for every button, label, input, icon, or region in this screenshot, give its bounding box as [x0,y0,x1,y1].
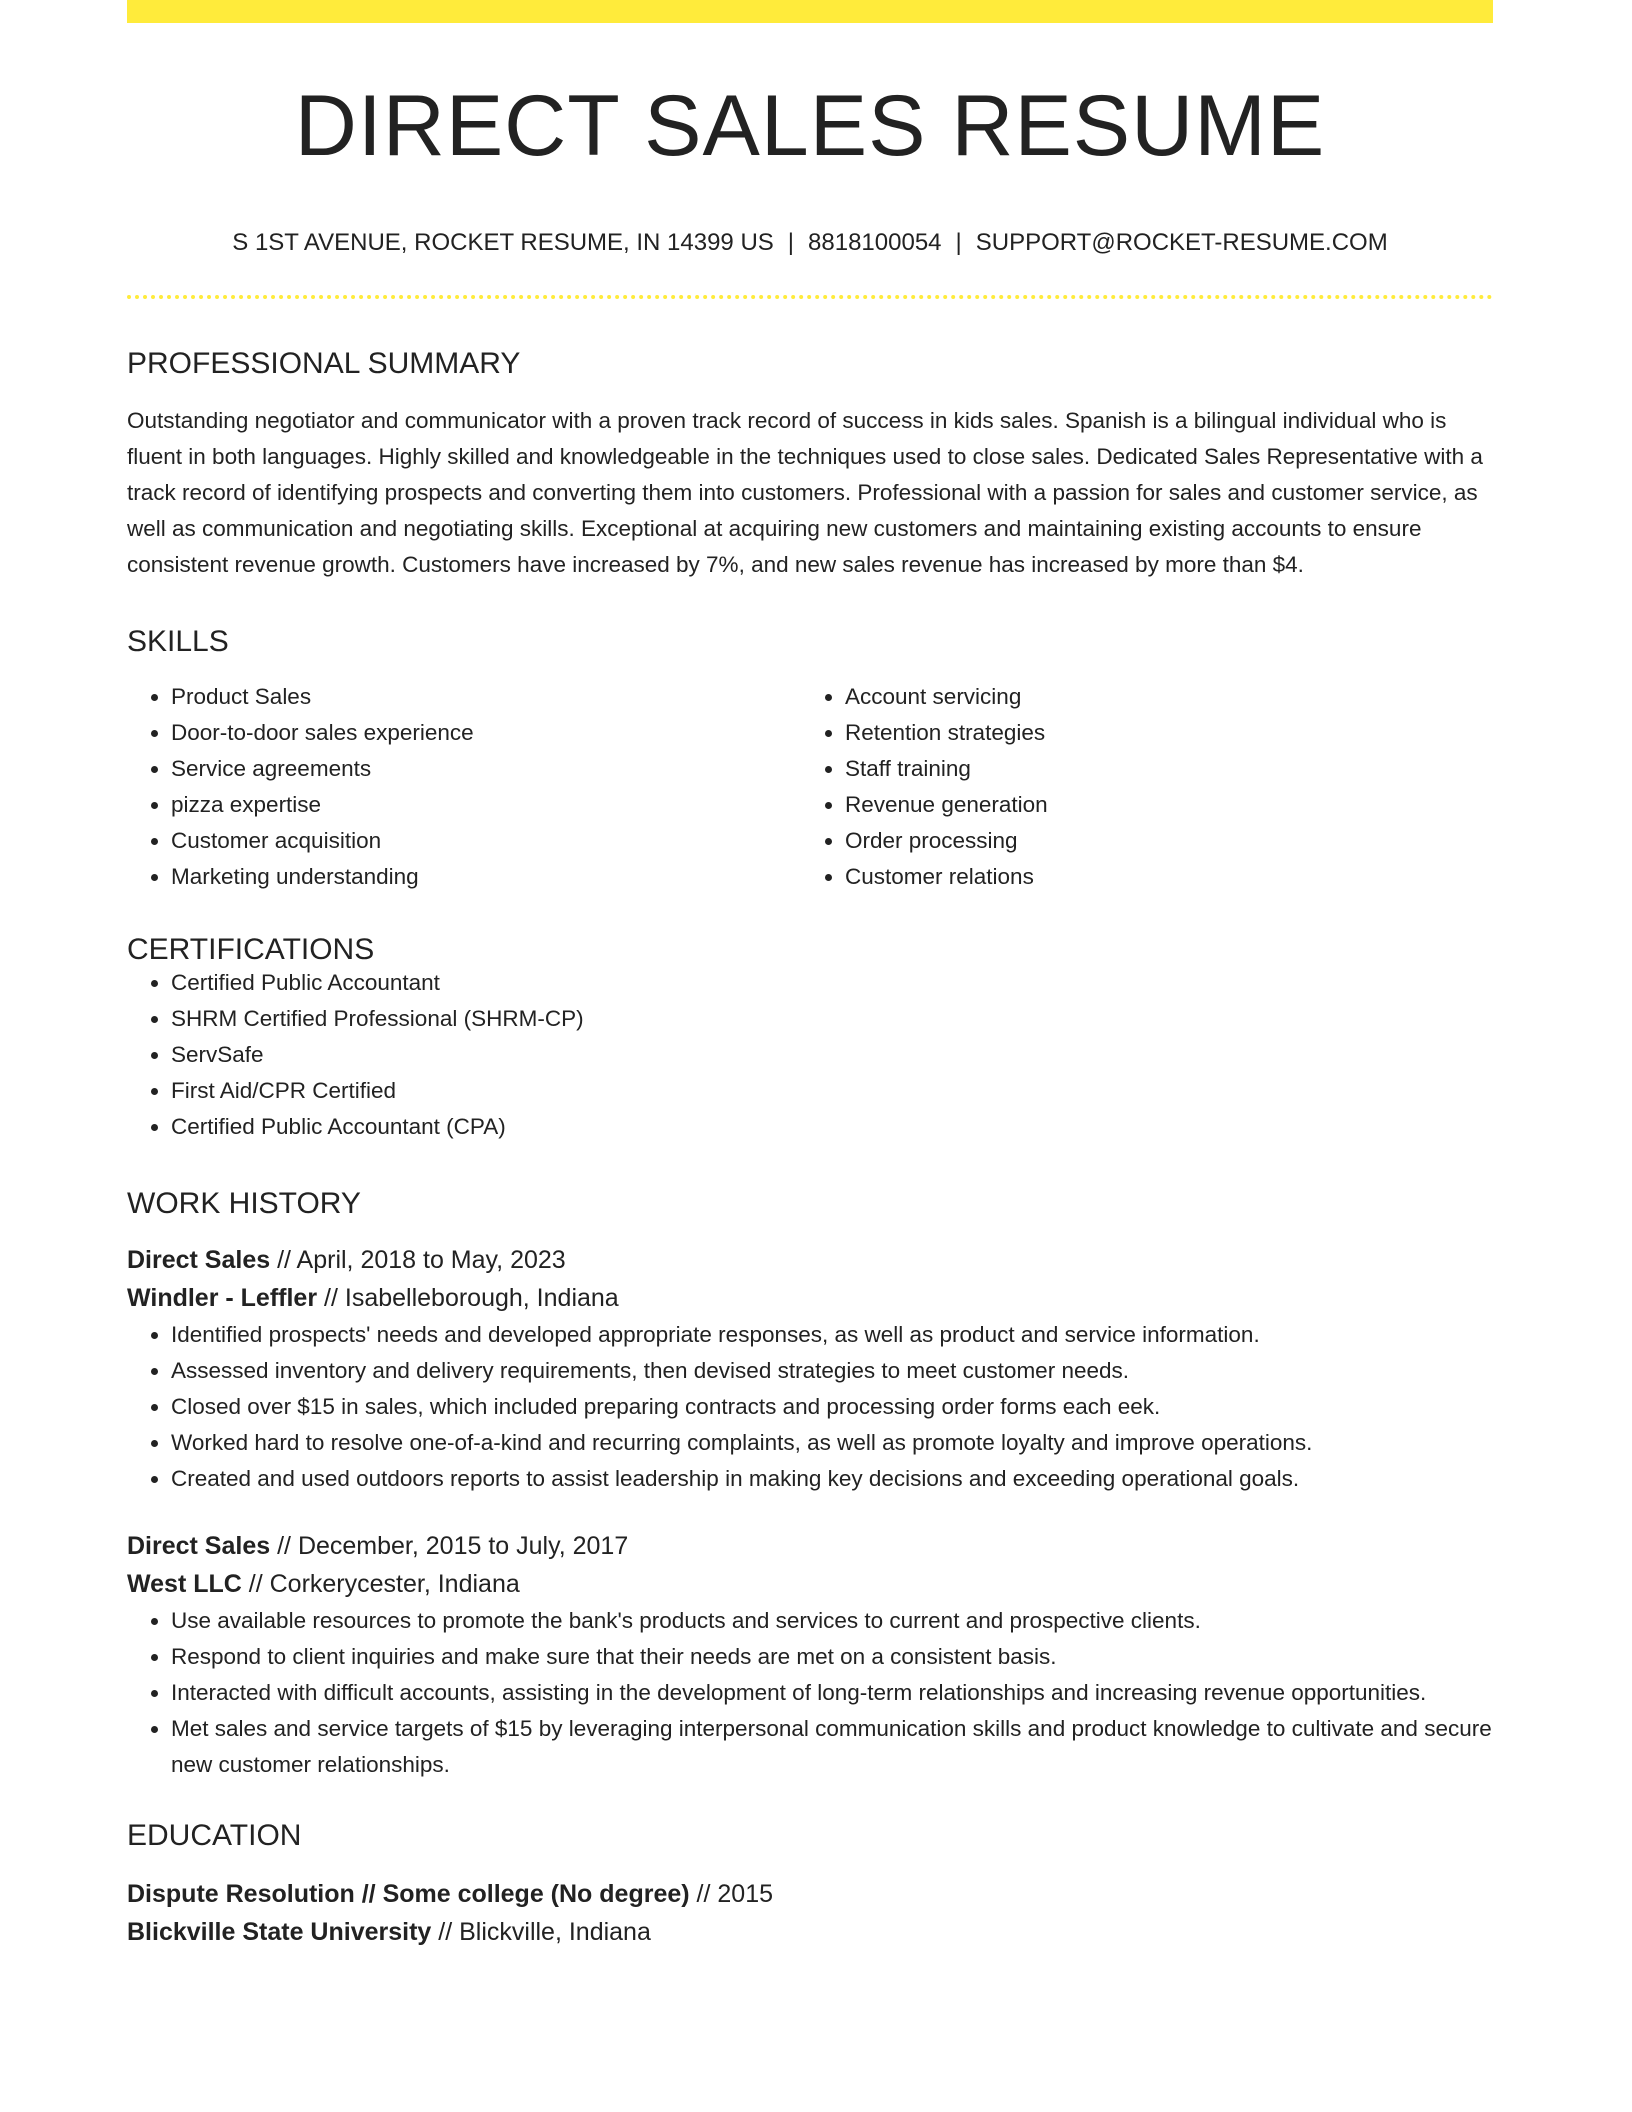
dotted-divider [127,295,1493,299]
resume-title: DIRECT SALES RESUME [294,78,1326,174]
skill-item: • Marketing understanding [171,859,801,895]
skill-item: • Staff training [845,751,1475,787]
accent-top-bar [127,0,1493,23]
skills-heading: SKILLS [127,625,229,658]
skill-item: • Service agreements [171,751,801,787]
skill-item: • Order processing [845,823,1475,859]
education-degree-line [127,1875,1493,1913]
job-bullet: • Interacted with difficult accounts, assisting in the development of long-term relationships and increasing revenue opportunities. [171,1675,1493,1711]
job-bullets [127,1603,1493,1783]
job-bullets [127,1317,1493,1497]
skill-item: • pizza expertise [171,787,801,823]
job-bullet: • Created and used outdoors reports to assist leadership in making key decisions and exceeding operational goals. [171,1461,1493,1497]
job-role-line [127,1527,1493,1565]
job-role: Direct Sales [127,1246,271,1274]
skill-item: • Revenue generation [845,787,1475,823]
divider: // [431,1918,460,1946]
certification-item: • SHRM Certified Professional (SHRM-CP) [171,1001,1493,1037]
contact-separator: | [787,229,795,256]
divider: // [317,1284,345,1312]
work-history-heading: WORK HISTORY [127,1187,361,1220]
education-heading: EDUCATION [127,1819,302,1852]
skills-grid [127,679,1493,895]
job-bullet: • Closed over $15 in sales, which included preparing contracts and processing order forms each eek. [171,1389,1493,1425]
job-bullet: • Met sales and service targets of $15 by leveraging interpersonal communication skills and product knowledge to cultivate and secure new customer relationships. [171,1711,1493,1783]
skills-list-left [127,679,801,895]
education-year: 2015 [717,1880,774,1908]
job-company: Windler - Leffler [127,1284,318,1312]
skill-item: • Customer acquisition [171,823,801,859]
job-bullet: • Identified prospects' needs and developed appropriate responses, as well as product and service information. [171,1317,1493,1353]
education-degree: Dispute Resolution // Some college (No degree) [127,1880,690,1908]
skill-item: • Retention strategies [845,715,1475,751]
certification-item: • ServSafe [171,1037,1493,1073]
certification-item: • Certified Public Accountant [171,965,1493,1001]
education-location: Blickville, Indiana [459,1918,651,1946]
job-location: Isabelleborough, Indiana [344,1284,619,1312]
resume-page [127,0,1493,1951]
job-dates: April, 2018 to May, 2023 [296,1246,566,1274]
job-company: West LLC [127,1570,242,1598]
skills-column-left [127,679,801,895]
skill-item: • Product Sales [171,679,801,715]
job-role-line [127,1241,1493,1279]
certifications-heading: CERTIFICATIONS [127,933,375,966]
contact-separator: | [955,229,962,256]
certification-item: • First Aid/CPR Certified [171,1073,1493,1109]
divider: // [270,1532,298,1560]
summary-heading: PROFESSIONAL SUMMARY [127,347,521,380]
skill-item: • Customer relations [845,859,1475,895]
skill-item: • Door-to-door sales experience [171,715,801,751]
job-company-line [127,1565,1493,1603]
contact-phone: 8818100054 [808,229,942,256]
contact-line [127,231,1493,255]
contact-email: SUPPORT@ROCKET-RESUME.COM [975,229,1388,256]
skills-column-right [801,679,1475,895]
job-company-line [127,1279,1493,1317]
job-bullet: • Assessed inventory and delivery requirements, then devised strategies to meet customer needs. [171,1353,1493,1389]
divider: // [270,1246,297,1274]
summary-text: Outstanding negotiator and communicator with a proven track record of success in kids sales. Spanish is a bilingual individual who is fluent in both languages. Highly skilled and knowledgeable in the techniques used to close sales. Dedicated Sales Representative with a track record of identifying prospects and converting them into customers. Professional with a passion for sales and customer service, as well as communication and negotiating skills. Exceptional at acquiring new customers and maintaining existing accounts to ensure consistent revenue growth. Customers have increased by 7%, and new sales revenue has increased by more than $4. [127,408,1483,577]
education-school: Blickville State University [127,1918,432,1946]
skill-item: • Account servicing [845,679,1475,715]
skills-list-right [801,679,1475,895]
divider: // [241,1570,270,1598]
contact-address: S 1ST AVENUE, ROCKET RESUME, IN 14399 US [232,229,774,256]
certification-item: • Certified Public Accountant (CPA) [171,1109,1493,1145]
job-bullet: • Use available resources to promote the bank's products and services to current and prospective clients. [171,1603,1493,1639]
job-location: Corkerycester, Indiana [269,1570,520,1598]
certifications-list [127,965,1493,1145]
education-school-line [127,1913,1493,1951]
job-bullet: • Respond to client inquiries and make sure that their needs are met on a consistent basis. [171,1639,1493,1675]
job-dates: December, 2015 to July, 2017 [297,1532,629,1560]
job-role: Direct Sales [127,1532,271,1560]
job-bullet: • Worked hard to resolve one-of-a-kind and recurring complaints, as well as promote loyalty and improve operations. [171,1425,1493,1461]
divider: // [689,1880,718,1908]
